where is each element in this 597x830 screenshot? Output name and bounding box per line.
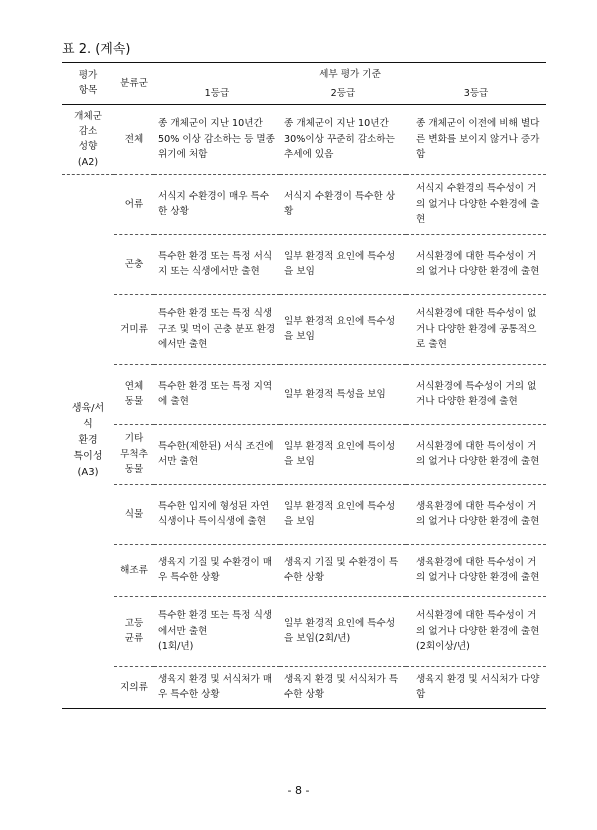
grade-3-criterion: 생육환경에 대한 특수성이 거의 없거나 다양한 환경에 출현 [406, 484, 546, 544]
header-grade-2: 2등급 [280, 84, 406, 104]
taxon-class: 어류 [114, 174, 154, 234]
grade-2-criterion: 일부 환경적 요인에 특수성을 보임 [280, 234, 406, 294]
taxon-class: 거미류 [114, 294, 154, 364]
table-row [62, 104, 546, 174]
table-row [62, 234, 546, 294]
evaluation-item-label: 생육/서 식 환경 특이성 (A3) [71, 403, 105, 479]
grade-3-criterion: 서식환경에 대한 특수성이 거의 없거나 다양한 환경에 출현 [406, 234, 546, 294]
grade-2-criterion: 생육지 기질 및 수환경이 특수한 상황 [280, 544, 406, 596]
evaluation-criteria-table [62, 62, 546, 709]
grade-2-criterion: 일부 환경적 특성을 보임 [280, 364, 406, 424]
table-row [62, 364, 546, 424]
evaluation-item-label: 개체군 감소 성향 (A2) [74, 110, 102, 168]
taxon-class: 기타 무척추 동물 [114, 424, 154, 484]
page-number: - 8 - [287, 784, 310, 797]
taxon-class: 고등 균류 [114, 596, 154, 666]
grade-3-criterion: 서식환경에 대한 특이성이 거의 없거나 다양한 환경에 출현 [406, 424, 546, 484]
grade-3-criterion: 종 개체군이 이전에 비해 별다른 변화를 보이지 않거나 증가함 [406, 104, 546, 174]
grade-2-criterion: 생육지 환경 및 서식처가 특수한 상황 [280, 666, 406, 708]
grade-1-criterion: 특수한 환경 또는 특정 식생구조 및 먹이 곤충 분포 환경에서만 출현 [154, 294, 280, 364]
header-grade-3: 3등급 [406, 84, 546, 104]
grade-3-criterion: 서식환경에 대한 특수성이 거의 없거나 다양한 환경에 출현 (2회이상/년) [406, 596, 546, 666]
taxon-class: 식물 [114, 484, 154, 544]
taxon-class: 지의류 [114, 666, 154, 708]
grade-1-criterion: 특수한 입지에 형성된 자연식생이나 특이식생에 출현 [154, 484, 280, 544]
header-item [62, 63, 114, 105]
grade-2-criterion: 종 개체군이 지난 10년간 30%이상 꾸준히 감소하는 추세에 있음 [280, 104, 406, 174]
header-criteria-label: 세부 평가 기준 [319, 69, 381, 80]
grade-3-criterion: 생육환경에 대한 특수성이 거의 없거나 다양한 환경에 출현 [406, 544, 546, 596]
header-criteria [154, 63, 546, 85]
table-row [62, 596, 546, 666]
header-class [114, 63, 154, 105]
grade-3-criterion: 서식환경에 특수성이 거의 없거나 다양한 환경에 출현 [406, 364, 546, 424]
grade-3-criterion: 서식지 수환경의 특수성이 거의 없거나 다양한 수환경에 출현 [406, 174, 546, 234]
grade-1-criterion: 특수한(제한된) 서식 조건에서만 출현 [154, 424, 280, 484]
grade-2-criterion: 일부 환경적 요인에 특수성을 보임(2회/년) [280, 596, 406, 666]
grade-2-criterion: 일부 환경적 요인에 특수성을 보임 [280, 484, 406, 544]
evaluation-item-a3 [62, 174, 114, 708]
header-row-top [62, 63, 546, 85]
grade-1-criterion: 서식지 수환경이 매우 특수한 상황 [154, 174, 280, 234]
grade-1-criterion: 특수한 환경 또는 특정 서식지 또는 식생에서만 출현 [154, 234, 280, 294]
taxon-class: 전체 [114, 104, 154, 174]
grade-2-criterion: 일부 환경적 요인에 특이성을 보임 [280, 424, 406, 484]
table-row [62, 294, 546, 364]
grade-1-criterion: 종 개체군이 지난 10년간 50% 이상 감소하는 등 멸종위기에 처함 [154, 104, 280, 174]
taxon-class: 연체 동물 [114, 364, 154, 424]
grade-2-criterion: 일부 환경적 요인에 특수성을 보임 [280, 294, 406, 364]
header-item-label: 평가 항목 [78, 70, 98, 97]
header-class-label: 분류군 [120, 77, 148, 89]
table-row [62, 484, 546, 544]
grade-1-criterion: 특수한 환경 또는 특정 식생에서만 출현 (1회/년) [154, 596, 280, 666]
grade-2-criterion: 서식지 수환경이 특수한 상황 [280, 174, 406, 234]
grade-1-criterion: 특수한 환경 또는 특정 지역에 출현 [154, 364, 280, 424]
table-row [62, 424, 546, 484]
table-row [62, 544, 546, 596]
table-caption: 표 2. (계속) [62, 42, 131, 57]
grade-1-criterion: 생육지 환경 및 서식처가 매우 특수한 상황 [154, 666, 280, 708]
grade-1-criterion: 생육지 기질 및 수환경이 매우 특수한 상황 [154, 544, 280, 596]
grade-3-criterion: 서식환경에 대한 특수성이 없거나 다양한 환경에 공통적으로 출현 [406, 294, 546, 364]
table-row [62, 174, 546, 234]
header-grade-1: 1등급 [154, 84, 280, 104]
taxon-class: 해조류 [114, 544, 154, 596]
table-row [62, 666, 546, 708]
grade-3-criterion: 생육지 환경 및 서식처가 다양함 [406, 666, 546, 708]
taxon-class: 곤충 [114, 234, 154, 294]
evaluation-item-a2 [62, 104, 114, 174]
